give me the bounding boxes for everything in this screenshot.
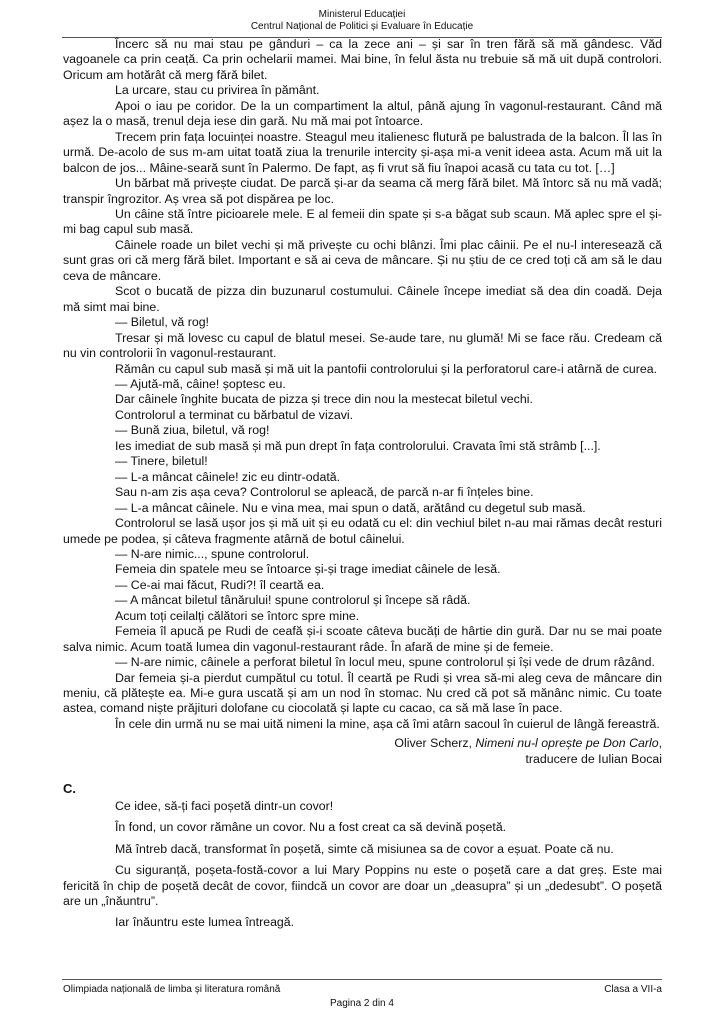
story-paragraph: — L-a mâncat câinele! zic eu dintr-odată. (115, 469, 341, 484)
story-paragraph: Apoi o iau pe coridor. De la un compartiment la altul, până ajung în vagonul-restaurant. Când mă așez la o masă, trenul deja iese din gară. Nu mă mai pot întoarce. (63, 98, 662, 129)
section-c-paragraph: Ce idee, să-ți faci poșetă dintr-un covor! (115, 798, 334, 813)
story-paragraph: Tresar și mă lovesc cu capul de blatul mesei. Se-aude tare, nu glumă! Mi se face rău. Credeam că nu vin controlorii în vagonul-restaurant. (63, 330, 662, 361)
story-paragraph: — Biletul, vă rog! (115, 315, 209, 330)
document-body (63, 37, 662, 931)
citation-author: Oliver Scherz, (394, 736, 476, 751)
footer-divider (62, 979, 662, 980)
citation-tail: , (658, 736, 662, 751)
center-name: Centrul Național de Politici și Evaluare în Educație (250, 21, 474, 32)
story-paragraph: — A mâncat biletul tânărului! spune controlorul și începe să râdă. (115, 593, 471, 608)
story-paragraph: Dar câinele înghite bucata de pizza și trece din nou la mestecat biletul vechi. (115, 392, 533, 407)
story-paragraph: Sau n-am zis așa ceva? Controlorul se apleacă, de parcă n-ar fi înțeles bine. (115, 485, 534, 500)
story-paragraph: Câinele roade un bilet vechi și mă privește cu ochi blânzi. Îmi plac câinii. Pe el nu-l interesează că sunt gras ori că merg fără bilet. Important e să ai ceva de mâncare. Și nu știu de ce cred toți că am să le dau ceva de mâncare. (63, 237, 662, 283)
citation-title: Nimeni nu-l oprește pe Don Carlo (475, 736, 659, 751)
story-paragraph: — N-are nimic, câinele a perforat biletul în locul meu, spune controlorul și își vede de drum râzând. (115, 655, 655, 670)
section-c-text (63, 799, 662, 931)
ministry-name: Ministerul Educației (318, 9, 406, 20)
section-c-paragraph: Mă întreb dacă, transformat în poșetă, simte că misiunea sa de covor a eșuat. Poate că nu. (115, 841, 614, 856)
citation (63, 736, 662, 767)
page-header (0, 9, 724, 33)
story-paragraph: Încerc să nu mai stau pe gânduri – ca la zece ani – și sar în tren fără să mă gândesc. Văd vagoanele ca prin ceață. Ca prin ochelarii mamei. Mai bine, în felul ăsta nu trebuie să mă uit după controlori. Oricum am hotărât că merg fără bilet. (63, 37, 662, 82)
section-c-paragraph: În fond, un covor rămâne un covor. Nu a fost creat ca să devină poșetă. (115, 820, 507, 835)
footer-grade: Clasa a VII-a (604, 984, 662, 995)
story-paragraph: Rămân cu capul sub masă și mă uit la pantofii controlorului și la perforatorul care-i atârnă de curea. (115, 361, 658, 376)
story-paragraph: Ies imediat de sub masă și mă pun drept în fața controlorului. Cravata îmi stă strâmb [...]. (115, 438, 601, 453)
section-c-label: C. (63, 781, 76, 797)
story-paragraph: Acum toți ceilalți călători se întorc spre mine. (115, 608, 360, 623)
story-paragraph: Controlorul a terminat cu bărbatul de vizavi. (115, 407, 354, 422)
story-paragraph: — Tinere, biletul! (115, 454, 208, 469)
story-text (63, 37, 662, 732)
page-number: Pagina 2 din 4 (330, 998, 394, 1009)
story-paragraph: — N-are nimic..., spune controlorul. (115, 546, 310, 561)
story-paragraph: Un bărbat mă privește ciudat. De parcă și-ar da seama că merg fără bilet. Mă întorc să nu mă vadă; transpir îngrozitor. Aș vrea să pot dispărea pe loc. (63, 176, 662, 206)
story-paragraph: Controlorul se lasă ușor jos și mă uit și eu odată cu el: din vechiul bilet n-au mai rămas decât resturi umede pe podea, și câteva fragmente atârnă de botul câinelui. (63, 516, 662, 546)
story-paragraph: Dar femeia și-a pierdut cumpătul cu totul. Îl ceartă pe Rudi și vrea să-mi aleg ceva de mâncare din meniu, că plătește ea. Mi-e gura uscată și am un nod în stomac. Nu cred că pot să mănânc nimic. Cu toate astea, comand niște prăjituri dolofane cu ciocolată și lapte cu cacao, ca să mă lase în pace. (63, 670, 662, 716)
story-paragraph: Femeia din spatele meu se întoarce și-și trage imediat câinele de lesă. (115, 562, 501, 577)
citation-translator: traducere de Iulian Bocai (525, 751, 662, 766)
story-paragraph: — Ajută-mă, câine! șoptesc eu. (115, 376, 286, 391)
story-paragraph: Un câine stă între picioarele mele. E al femeii din spate și s-a băgat sub scaun. Mă aplec spre el și-mi bag capul sub masă. (63, 206, 662, 237)
story-paragraph: — Bună ziua, biletul, vă rog! (115, 423, 270, 438)
footer-olympiad: Olimpiada națională de limba și literatura română (63, 984, 281, 995)
story-paragraph: La urcare, stau cu privirea în pământ. (115, 83, 320, 98)
story-paragraph: Trecem prin fața locuinței noastre. Steagul meu italienesc flutură pe balustrada de la balcon. Îl las în urmă. De-acolo de sus m-am uitat toată ziua la trenurile intercity și-așa mi-a venit ideea asta. Acum mă uit la balcon de jos... Mâine-seară sunt în Palermo. De fapt, aș fi vrut să fiu înapoi acasă cu tata cu tot. […] (63, 129, 662, 175)
story-paragraph: — L-a mâncat câinele. Nu e vina mea, mai spun o dată, arătând cu degetul sub masă. (115, 500, 586, 515)
story-paragraph: — Ce-ai mai făcut, Rudi?! îl ceartă ea. (115, 577, 325, 592)
story-paragraph: Femeia îl apucă pe Rudi de ceafă și-i scoate câteva bucăți de hârtie din gură. Dar nu se mai poate salva nimic. Acum toată lumea din vagonul-restaurant râde. În afară de mine și de femeie. (63, 624, 662, 654)
section-c-paragraph: Cu siguranță, poșeta-fostă-covor a lui Mary Poppins nu este o poșetă care a dat greș. Este mai fericită în chip de poșetă decât de covor, fiindcă un covor are doar un „deasupra” și un „dedesubt”. O poșetă are un „înăuntru”. (63, 863, 662, 909)
section-c-paragraph: Iar înăuntru este lumea întreagă. (115, 915, 295, 930)
story-paragraph: Scot o bucată de pizza din buzunarul costumului. Câinele începe imediat să dea din coadă. Deja mă simt mai bine. (63, 284, 662, 314)
story-paragraph: În cele din urmă nu se mai uită nimeni la mine, așa că îmi atârn sacoul în cuierul de lângă fereastră. (115, 716, 660, 731)
